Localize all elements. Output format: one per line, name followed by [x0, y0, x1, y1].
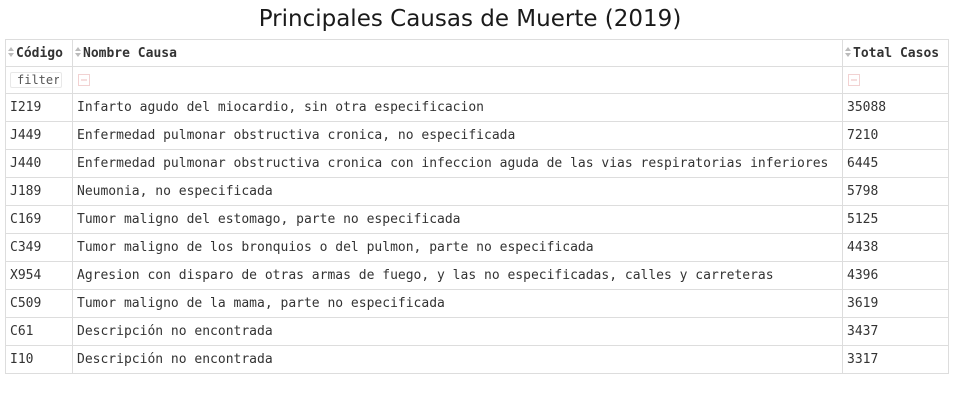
- column-header-name[interactable]: [73, 40, 843, 67]
- cell-code: I10: [6, 346, 73, 374]
- cell-name: Infarto agudo del miocardio, sin otra especificacion: [73, 94, 843, 122]
- cell-total: 3437: [843, 318, 949, 346]
- sort-icon: [8, 47, 15, 58]
- cell-total: 4396: [843, 262, 949, 290]
- filter-cell-total: [843, 67, 949, 94]
- cell-total: 3619: [843, 290, 949, 318]
- cell-name: Descripción no encontrada: [73, 318, 843, 346]
- table-row: [6, 94, 949, 122]
- header-row: [6, 40, 949, 67]
- filter-input-code[interactable]: [10, 72, 62, 88]
- table-row: [6, 206, 949, 234]
- table-row: [6, 234, 949, 262]
- cell-code: C169: [6, 206, 73, 234]
- causes-table-container: [5, 39, 948, 374]
- filter-row: [6, 67, 949, 94]
- filter-box-icon[interactable]: [848, 74, 860, 86]
- cell-total: 5798: [843, 178, 949, 206]
- cell-code: C509: [6, 290, 73, 318]
- cell-code: C349: [6, 234, 73, 262]
- cell-name: Tumor maligno de la mama, parte no especificada: [73, 290, 843, 318]
- cell-total: 35088: [843, 94, 949, 122]
- column-header-label: Nombre Causa: [83, 45, 177, 61]
- cell-code: C61: [6, 318, 73, 346]
- table-row: [6, 122, 949, 150]
- cell-name: Agresion con disparo de otras armas de fuego, y las no especificadas, calles y carreteras: [73, 262, 843, 290]
- page-title: Principales Causas de Muerte (2019): [258, 6, 682, 32]
- cell-code: I219: [6, 94, 73, 122]
- table-row: [6, 150, 949, 178]
- filter-cell-code: [6, 67, 73, 94]
- sort-icon: [75, 47, 82, 58]
- causes-table: [5, 39, 949, 374]
- table-body: [6, 94, 949, 374]
- column-header-total[interactable]: [843, 40, 949, 67]
- column-header-label: Código: [16, 45, 63, 61]
- cell-code: X954: [6, 262, 73, 290]
- table-row: [6, 346, 949, 374]
- cell-total: 7210: [843, 122, 949, 150]
- cell-name: Enfermedad pulmonar obstructiva cronica, no especificada: [73, 122, 843, 150]
- column-header-label: Total Casos: [853, 45, 940, 61]
- sort-icon: [845, 47, 852, 58]
- cell-code: J189: [6, 178, 73, 206]
- cell-name: Tumor maligno de los bronquios o del pulmon, parte no especificada: [73, 234, 843, 262]
- cell-code: J449: [6, 122, 73, 150]
- filter-cell-name: [73, 67, 843, 94]
- cell-total: 6445: [843, 150, 949, 178]
- cell-name: Neumonia, no especificada: [73, 178, 843, 206]
- table-row: [6, 318, 949, 346]
- table-row: [6, 290, 949, 318]
- filter-box-icon[interactable]: [78, 74, 90, 86]
- table-row: [6, 262, 949, 290]
- cell-total: 3317: [843, 346, 949, 374]
- table-head: [6, 40, 949, 94]
- cell-total: 5125: [843, 206, 949, 234]
- cell-name: Enfermedad pulmonar obstructiva cronica con infeccion aguda de las vias respiratorias inferiores: [73, 150, 843, 178]
- cell-name: Tumor maligno del estomago, parte no especificada: [73, 206, 843, 234]
- cell-total: 4438: [843, 234, 949, 262]
- column-header-code[interactable]: [6, 40, 73, 67]
- cell-name: Descripción no encontrada: [73, 346, 843, 374]
- table-row: [6, 178, 949, 206]
- cell-code: J440: [6, 150, 73, 178]
